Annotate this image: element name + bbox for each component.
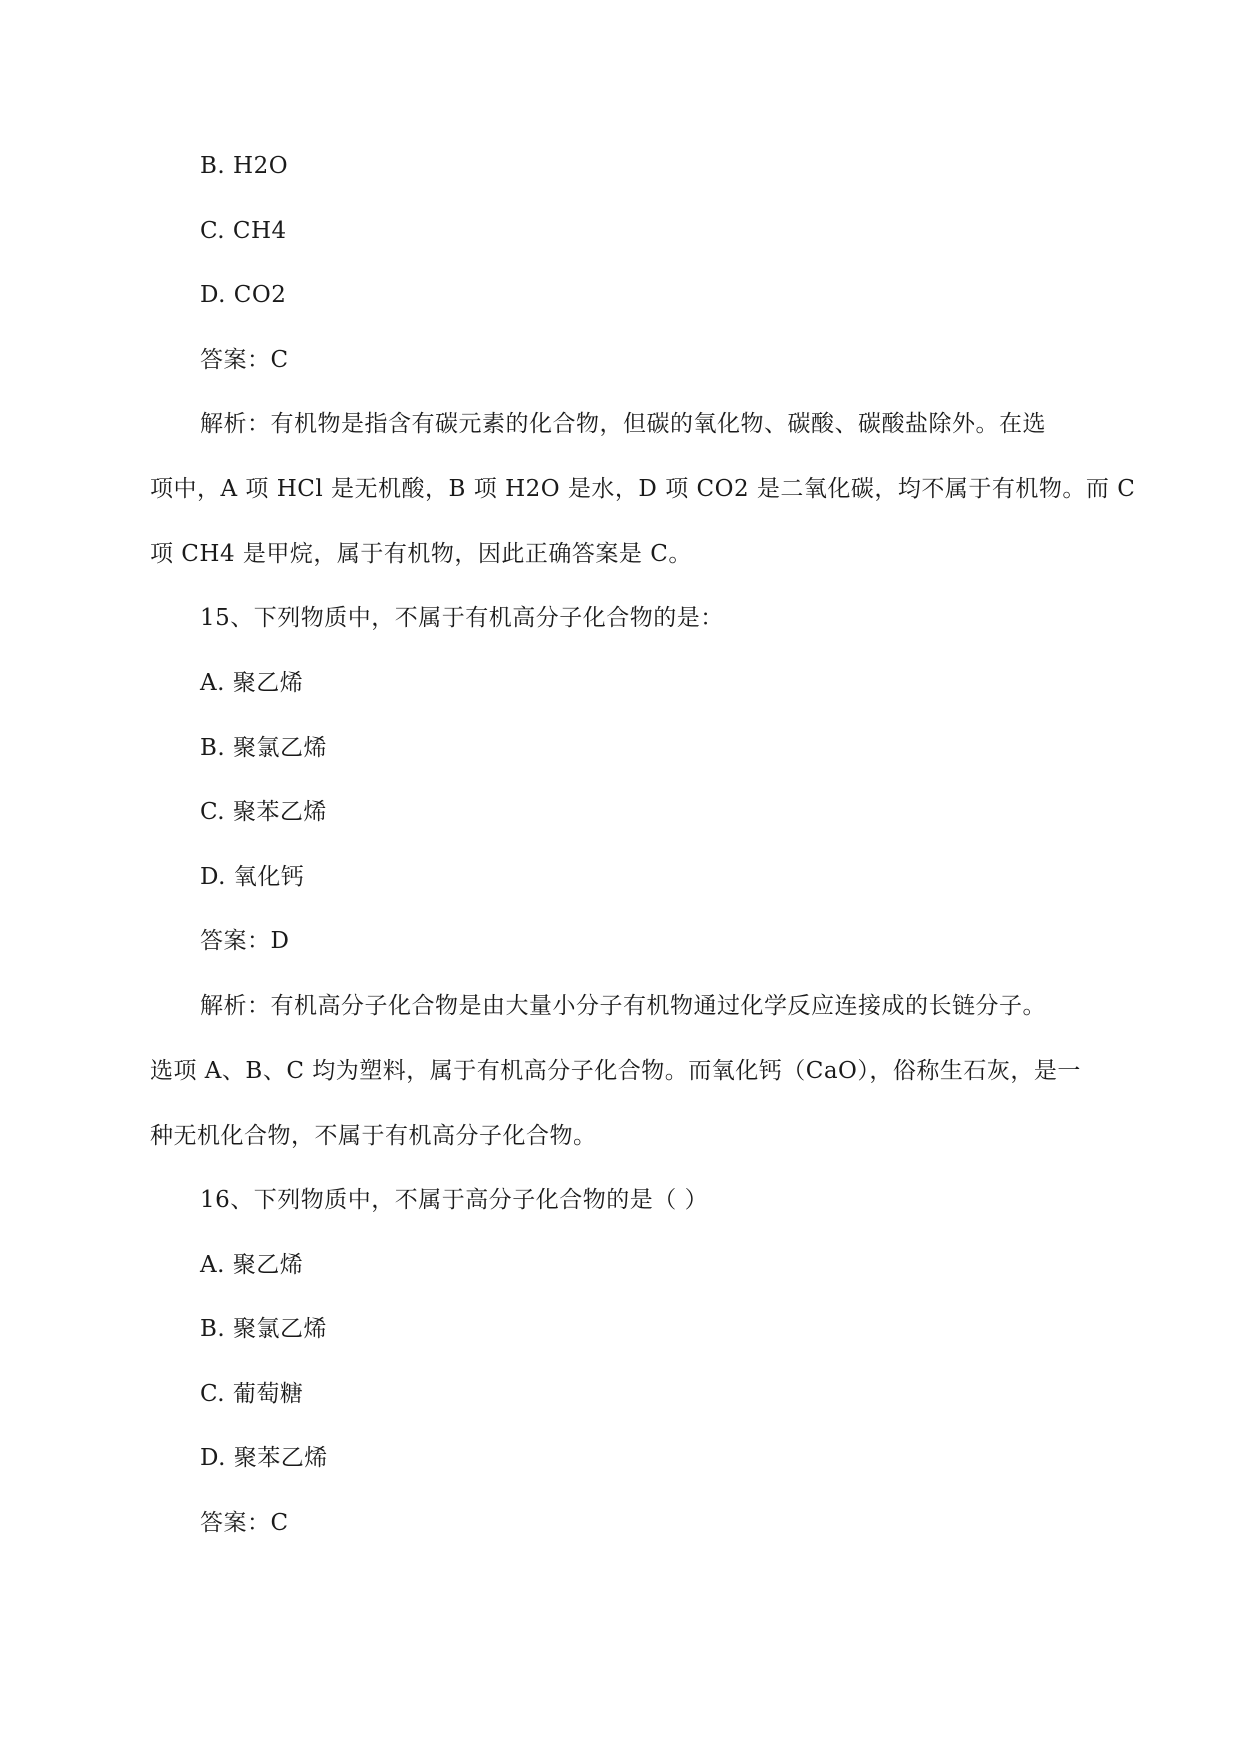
q14-option-c: C. CH4 [200,218,287,244]
q15-question: 15、下列物质中，不属于有机高分子化合物的是： [200,605,724,631]
q16-option-c: C. 葡萄糖 [200,1381,304,1407]
q15-option-a: A. 聚乙烯 [200,670,304,696]
q15-option-b: B. 聚氯乙烯 [200,735,328,761]
q16-answer: 答案：C [200,1510,289,1536]
q14-explanation-line-3: 项 CH4 是甲烷，属于有机物，因此正确答案是 C。 [150,541,692,567]
q14-explanation [150,409,1136,569]
q14-explanation-line-1: 解析：有机物是指含有碳元素的化合物，但碳的氧化物、碳酸、碳酸盐除外。在选 [200,411,1046,437]
q15-explanation [150,991,1110,1151]
q15-option-d: D. 氧化钙 [200,864,305,890]
q15-explanation-line-2: 选项 A、B、C 均为塑料，属于有机高分子化合物。而氧化钙（CaO），俗称生石灰，是一 [150,1058,1081,1084]
q16-option-b: B. 聚氯乙烯 [200,1316,328,1342]
q16-question: 16、下列物质中，不属于高分子化合物的是（ ） [200,1187,709,1213]
q15-answer: 答案：D [200,928,290,954]
q15-explanation-line-3: 种无机化合物，不属于有机高分子化合物。 [150,1123,597,1149]
q14-answer: 答案：C [200,347,289,373]
q16-option-d: D. 聚苯乙烯 [200,1445,328,1471]
q14-option-d: D. CO2 [200,282,287,308]
q16-option-a: A. 聚乙烯 [200,1252,304,1278]
q15-option-c: C. 聚苯乙烯 [200,799,327,825]
q14-option-b: B. H2O [200,153,289,179]
q15-explanation-line-1: 解析：有机高分子化合物是由大量小分子有机物通过化学反应连接成的长链分子。 [200,993,1046,1019]
q14-explanation-line-2: 项中，A 项 HCl 是无机酸，B 项 H2O 是水，D 项 CO2 是二氧化碳，均不属于有机物。而 C [150,476,1136,502]
